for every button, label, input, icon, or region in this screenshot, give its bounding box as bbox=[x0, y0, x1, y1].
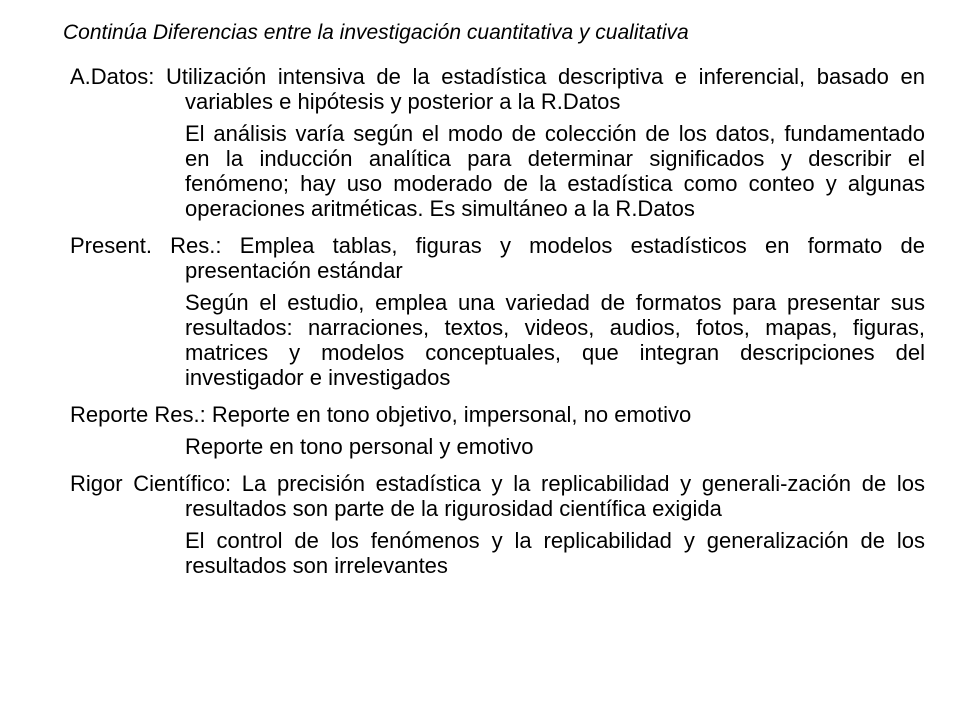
section-label: Rigor Científico: bbox=[70, 471, 232, 496]
reporte-resultados-quantitative bbox=[70, 402, 925, 427]
presentacion-resultados-qualitative: Según el estudio, emplea una variedad de formatos para presentar sus resultados: narraciones, textos, videos, audios, fotos, mapas, figuras, matrices y modelos conceptuales, que integran descripciones del investigador e investigados bbox=[185, 290, 925, 390]
section-label: A.Datos: bbox=[70, 64, 155, 89]
analisis-datos-quantitative bbox=[70, 64, 925, 114]
rigor-cientifico-qualitative: El control de los fenómenos y la replicabilidad y generalización de los resultados son irrelevantes bbox=[185, 528, 925, 578]
slide-title: Continúa Diferencias entre la investigación cuantitativa y cualitativa bbox=[63, 21, 689, 44]
quantitative-text: Reporte en tono objetivo, impersonal, no emotivo bbox=[211, 402, 692, 427]
section-label: Present. Res.: bbox=[70, 233, 222, 258]
reporte-resultados-qualitative: Reporte en tono personal y emotivo bbox=[185, 434, 534, 459]
quantitative-text: Emplea tablas, figuras y modelos estadísticos en formato de presentación estándar bbox=[185, 233, 925, 283]
quantitative-text: La precisión estadística y la replicabilidad y generali-zación de los resultados son parte de la rigurosidad científica exigida bbox=[185, 471, 925, 521]
comparison-body bbox=[70, 64, 925, 590]
section-presentacion-resultados bbox=[70, 233, 925, 390]
presentacion-resultados-quantitative bbox=[70, 233, 925, 283]
section-analisis-datos bbox=[70, 64, 925, 221]
section-reporte-resultados bbox=[70, 402, 925, 459]
section-label: Reporte Res.: bbox=[70, 402, 206, 427]
section-rigor-cientifico bbox=[70, 471, 925, 578]
analisis-datos-qualitative: El análisis varía según el modo de colección de los datos, fundamentado en la inducción analítica para determinar significados y describir el fenómeno; hay uso moderado de la estadística como conteo y algunas operaciones aritméticas. Es simultáneo a la R.Datos bbox=[185, 121, 925, 221]
rigor-cientifico-quantitative bbox=[70, 471, 925, 521]
quantitative-text: Utilización intensiva de la estadística descriptiva e inferencial, basado en variables e hipótesis y posterior a la R.Datos bbox=[166, 64, 925, 114]
